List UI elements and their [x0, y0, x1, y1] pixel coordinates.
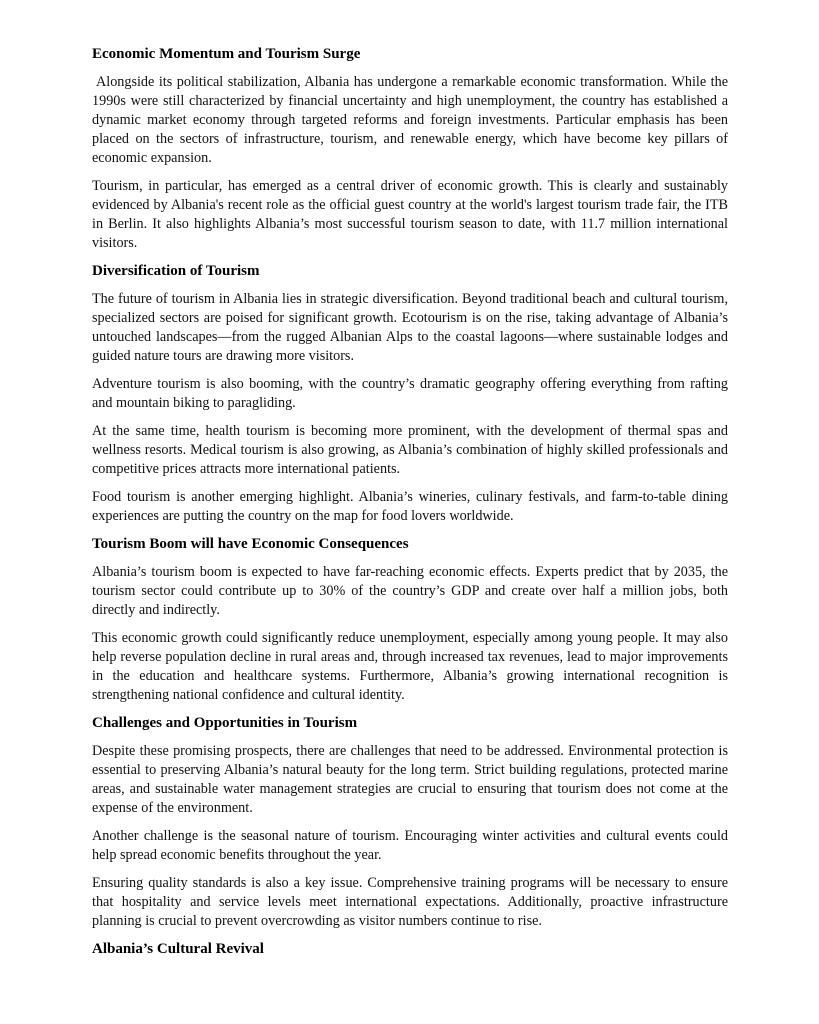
paragraph: Ensuring quality standards is also a key issue. Comprehensive training programs will be necessary to ensure that hospitality and service levels meet international expectations. Additionally, proactive infrastructure planning is crucial to prevent overcrowding as visitor numbers continue to rise. [92, 875, 728, 929]
paragraph: The future of tourism in Albania lies in strategic diversification. Beyond traditional beach and cultural tourism, specialized sectors are poised for significant growth. Ecotourism is on the rise, taking advantage of Albania’s untouched landscapes—from the rugged Albanian Alps to the coastal lagoons—where sustainable lodges and guided nature tours are drawing more visitors. [92, 291, 728, 364]
section-heading: Challenges and Opportunities in Tourism [92, 715, 358, 731]
paragraph: Albania’s tourism boom is expected to have far-reaching economic effects. Experts predict that by 2035, the tourism sector could contribute up to 30% of the country’s GDP and create over half a million jobs, both directly and indirectly. [92, 564, 728, 618]
paragraph: Despite these promising prospects, there are challenges that need to be addressed. Environmental protection is essential to preserving Albania’s natural beauty for the long term. Strict building regulations, protected marine areas, and sustainable water management strategies are crucial to ensuring that tourism does not come at the expense of the environment. [92, 743, 728, 816]
paragraph: Another challenge is the seasonal nature of tourism. Encouraging winter activities and cultural events could help spread economic benefits throughout the year. [92, 828, 728, 863]
document-page [92, 42, 728, 968]
paragraph: At the same time, health tourism is becoming more prominent, with the development of thermal spas and wellness resorts. Medical tourism is also growing, as Albania’s combination of highly skilled professionals and competitive prices attracts more international patients. [92, 423, 728, 477]
paragraph: Adventure tourism is also booming, with the country’s dramatic geography offering everything from rafting and mountain biking to paragliding. [92, 376, 728, 411]
paragraph: Tourism, in particular, has emerged as a central driver of economic growth. This is clearly and sustainably evidenced by Albania's recent role as the official guest country at the world's largest tourism trade fair, the ITB in Berlin. It also highlights Albania’s most successful tourism season to date, with 11.7 million international visitors. [92, 178, 728, 251]
paragraph: Food tourism is another emerging highlight. Albania’s wineries, culinary festivals, and farm-to-table dining experiences are putting the country on the map for food lovers worldwide. [92, 489, 728, 524]
section-heading: Diversification of Tourism [92, 263, 260, 279]
paragraph: Alongside its political stabilization, Albania has undergone a remarkable economic transformation. While the 1990s were still characterized by financial uncertainty and high unemployment, the country has established a dynamic market economy through targeted reforms and foreign investments. Particular emphasis has been placed on the sectors of infrastructure, tourism, and renewable energy, which have become key pillars of economic expansion. [92, 74, 728, 166]
paragraph: This economic growth could significantly reduce unemployment, especially among young people. It may also help reverse population decline in rural areas and, through increased tax revenues, lead to major improvements in the education and healthcare systems. Furthermore, Albania’s growing international recognition is strengthening national confidence and cultural identity. [92, 630, 728, 703]
section-heading: Economic Momentum and Tourism Surge [92, 46, 361, 62]
section-heading: Albania’s Cultural Revival [92, 941, 264, 957]
section-heading: Tourism Boom will have Economic Consequences [92, 536, 409, 552]
